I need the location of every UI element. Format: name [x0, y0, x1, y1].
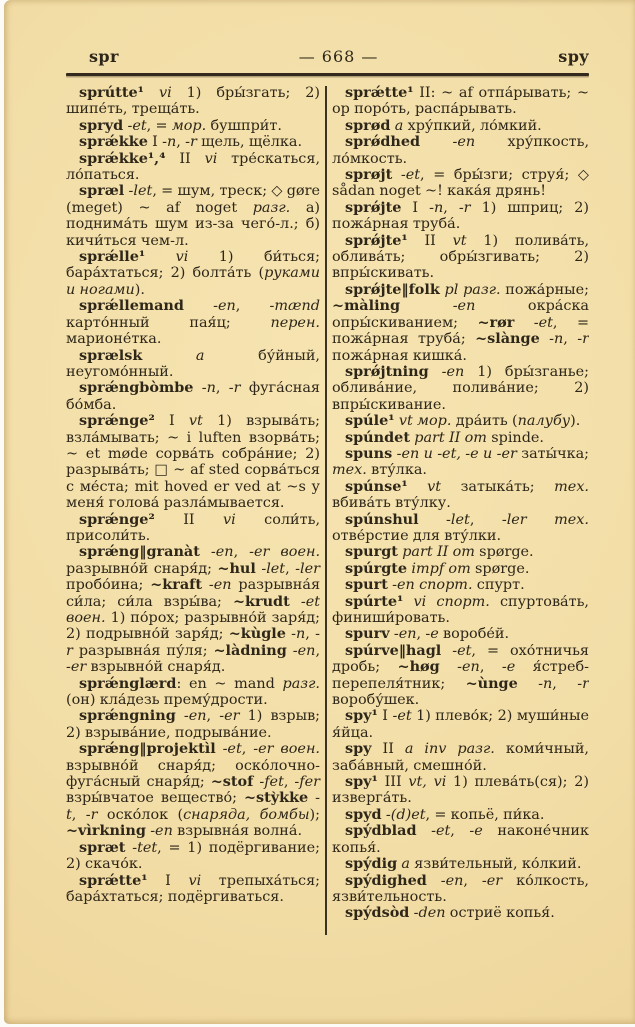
left-column [66, 85, 320, 939]
dictionary-entry: spy II a inv разг. коми́чный, заба́вный, смешно́й. [332, 740, 589, 774]
dictionary-entry: sprǿjtning -en 1) бры́зганье; облива́ние, полива́ние; 2) впры́скивание. [332, 362, 589, 413]
dictionary-page [4, 0, 635, 1024]
dictionary-entry: sprútte¹ vi 1) бры́згать; 2) шипе́ть, треща́ть. [66, 85, 321, 118]
dictionary-entry: sprǽnge² II vi соли́ть, присоли́ть. [66, 510, 321, 544]
dictionary-entry: sprǽkke I -n, -r щель, щёлка. [79, 133, 303, 151]
dictionary-entry: spúnse¹ vt затыка́ть; тех. вбива́ть вту́лку. [332, 477, 589, 512]
dictionary-entry: sprød a хру́пкий, ло́мкий. [345, 116, 542, 134]
dictionary-entry: spræl -let, = шум, треск; ◇ gøre (meget) ~ af noget разг. а) поднима́ть шум из-за чего́-л.; б) кичи́ться чем-л. [66, 182, 321, 249]
dictionary-entry: sprǽng‖projektìl -et, -er воен. взрывно́й снаря́д; оско́лочно-фуга́сный снаря́д; ~stof -fet, -fer взры́вчатое вещество́; ~stỳkke -t, -r оско́лок (снаряда, бомбы); ~vìrkning -en взрывна́я волна́. [66, 740, 321, 840]
dictionary-entry: sprǿdhed -en хру́пкость, ло́мкость. [332, 133, 589, 167]
dictionary-entry: spyd -(d)et, = копьё, пи́ка. [345, 805, 545, 823]
running-head-left: spr [89, 47, 119, 66]
dictionary-entry: spúnshul -let, -ler тех. отве́рстие для вту́лки. [332, 510, 589, 544]
dictionary-entry: sprælsk a бу́йный, неугомо́нный. [66, 346, 321, 380]
header-rule [66, 73, 589, 76]
dictionary-entry: spy¹ I -et 1) плево́к; 2) муши́ные я́йца. [332, 707, 589, 741]
dictionary-entry: sprǽllemand -en, -mænd карто́нный пая́ц; перен. марионе́тка. [66, 297, 321, 348]
dictionary-entry: spúrve‖hagl -et, = охо́тничья дробь; ~høg -en, -e я́стреб-перепеля́тник; ~ùnge -n, -r воробу́шек. [332, 641, 589, 709]
dictionary-entry: sprøjt -et, = бры́зги; струя́; ◇ sådan noget ~! кака́я дрянь! [332, 166, 589, 200]
dictionary-entry: spúrgte impf om spørge. [345, 559, 530, 577]
text-columns [66, 85, 589, 939]
dictionary-entry: spurv -en, -e воробе́й. [345, 625, 510, 643]
dictionary-entry: sprǽngning -en, -er 1) взрыв; 2) взрыва́ние, подрыва́ние. [66, 707, 321, 741]
dictionary-entry: spýdsòd -den остриё копья́. [345, 904, 555, 922]
right-column [332, 85, 589, 939]
running-head-right: spy [558, 47, 589, 66]
dictionary-entry: spýdblad -et, -e наконе́чник копья́. [332, 822, 589, 856]
dictionary-entry: sprǽnglærd: en ~ mand разг. (он) кла́дезь прему́дрости. [66, 674, 321, 709]
dictionary-entry: sprǽlle¹ vi 1) би́ться; бара́хтаться; 2) болта́ть (руками и ногами). [66, 248, 321, 298]
running-head [66, 47, 589, 66]
column-divider [325, 86, 327, 935]
dictionary-entry: spúndet part II om spinde. [345, 428, 544, 446]
dictionary-entry: sprǽng‖granàt -en, -er воен. разрывно́й снаря́д; ~hul -let, -ler пробо́ина; ~kraft -en разрывна́я си́ла; си́ла взры́ва; ~krudt -et воен. 1) по́рох; разрывно́й заря́д; 2) подрывно́й заря́д; ~kùgle -n, -r разрывна́я пу́ля; ~làdning -en, -er взрывно́й снаря́д. [66, 543, 321, 676]
dictionary-entry: sprǽnge² I vt 1) взрыва́ть; взла́мывать; ~ i luften взорва́ть; ~ et møde сорва́ть собра́ние; 2) разрыва́ть; □ ~ af sted сорва́ться с ме́ста; mit hoved er ved at ~s у меня́ голова́ разла́мывается. [66, 412, 321, 512]
dictionary-entry: spræt -tet, = 1) подёргивание; 2) скачо́к. [66, 838, 321, 873]
dictionary-entry: sprǽtte¹ I vi трепыха́ться; бара́хтаться; подёргиваться. [66, 871, 321, 905]
dictionary-entry: sprǽkke¹,⁴ II vi тре́скаться, ло́паться. [66, 149, 321, 184]
dictionary-entry: spúle¹ vt мор. дра́ить (палубу). [345, 412, 581, 430]
dictionary-entry: spúrte¹ vi спорт. спуртова́ть, финиши́ровать. [332, 592, 589, 626]
dictionary-entry: spurgt part II om spørge. [345, 543, 534, 561]
dictionary-entry: sprǽngbòmbe -n, -r фуга́сная бо́мба. [66, 379, 321, 413]
dictionary-entry: spurt -en спорт. спурт. [345, 576, 525, 594]
dictionary-entry: spuns -en и -et, -e и -er заты́чка; тех. вту́лка. [332, 444, 589, 479]
dictionary-entry: spryd -et, = мор. бушпри́т. [79, 116, 282, 134]
dictionary-entry: sprǿjte¹ II vt 1) полива́ть, облива́ть; обры́згивать; 2) впры́скивать. [332, 231, 589, 282]
dictionary-entry: spýdig a язви́тельный, ко́лкий. [345, 855, 582, 873]
dictionary-entry: sprǿjte I -n, -r 1) шприц; 2) пожа́рная труба́. [332, 198, 589, 233]
dictionary-entry: sprǽtte¹ II: ~ af отпа́рывать; ~ op поро́ть, распа́рывать. [332, 85, 589, 118]
page-number: — 668 — [298, 47, 379, 66]
dictionary-entry: sprǿjte‖folk pl разг. пожа́рные; ~màling -en окра́ска опры́скиванием; ~rør -et, = пожа́рная труба́; ~slànge -n, -r пожа́рная кишка́. [332, 280, 589, 364]
dictionary-entry: spýdighed -en, -er ко́лкость, язви́тельность. [332, 871, 589, 905]
dictionary-entry: spy¹ III vt, vi 1) плева́ть(ся); 2) изверга́ть. [332, 773, 589, 807]
